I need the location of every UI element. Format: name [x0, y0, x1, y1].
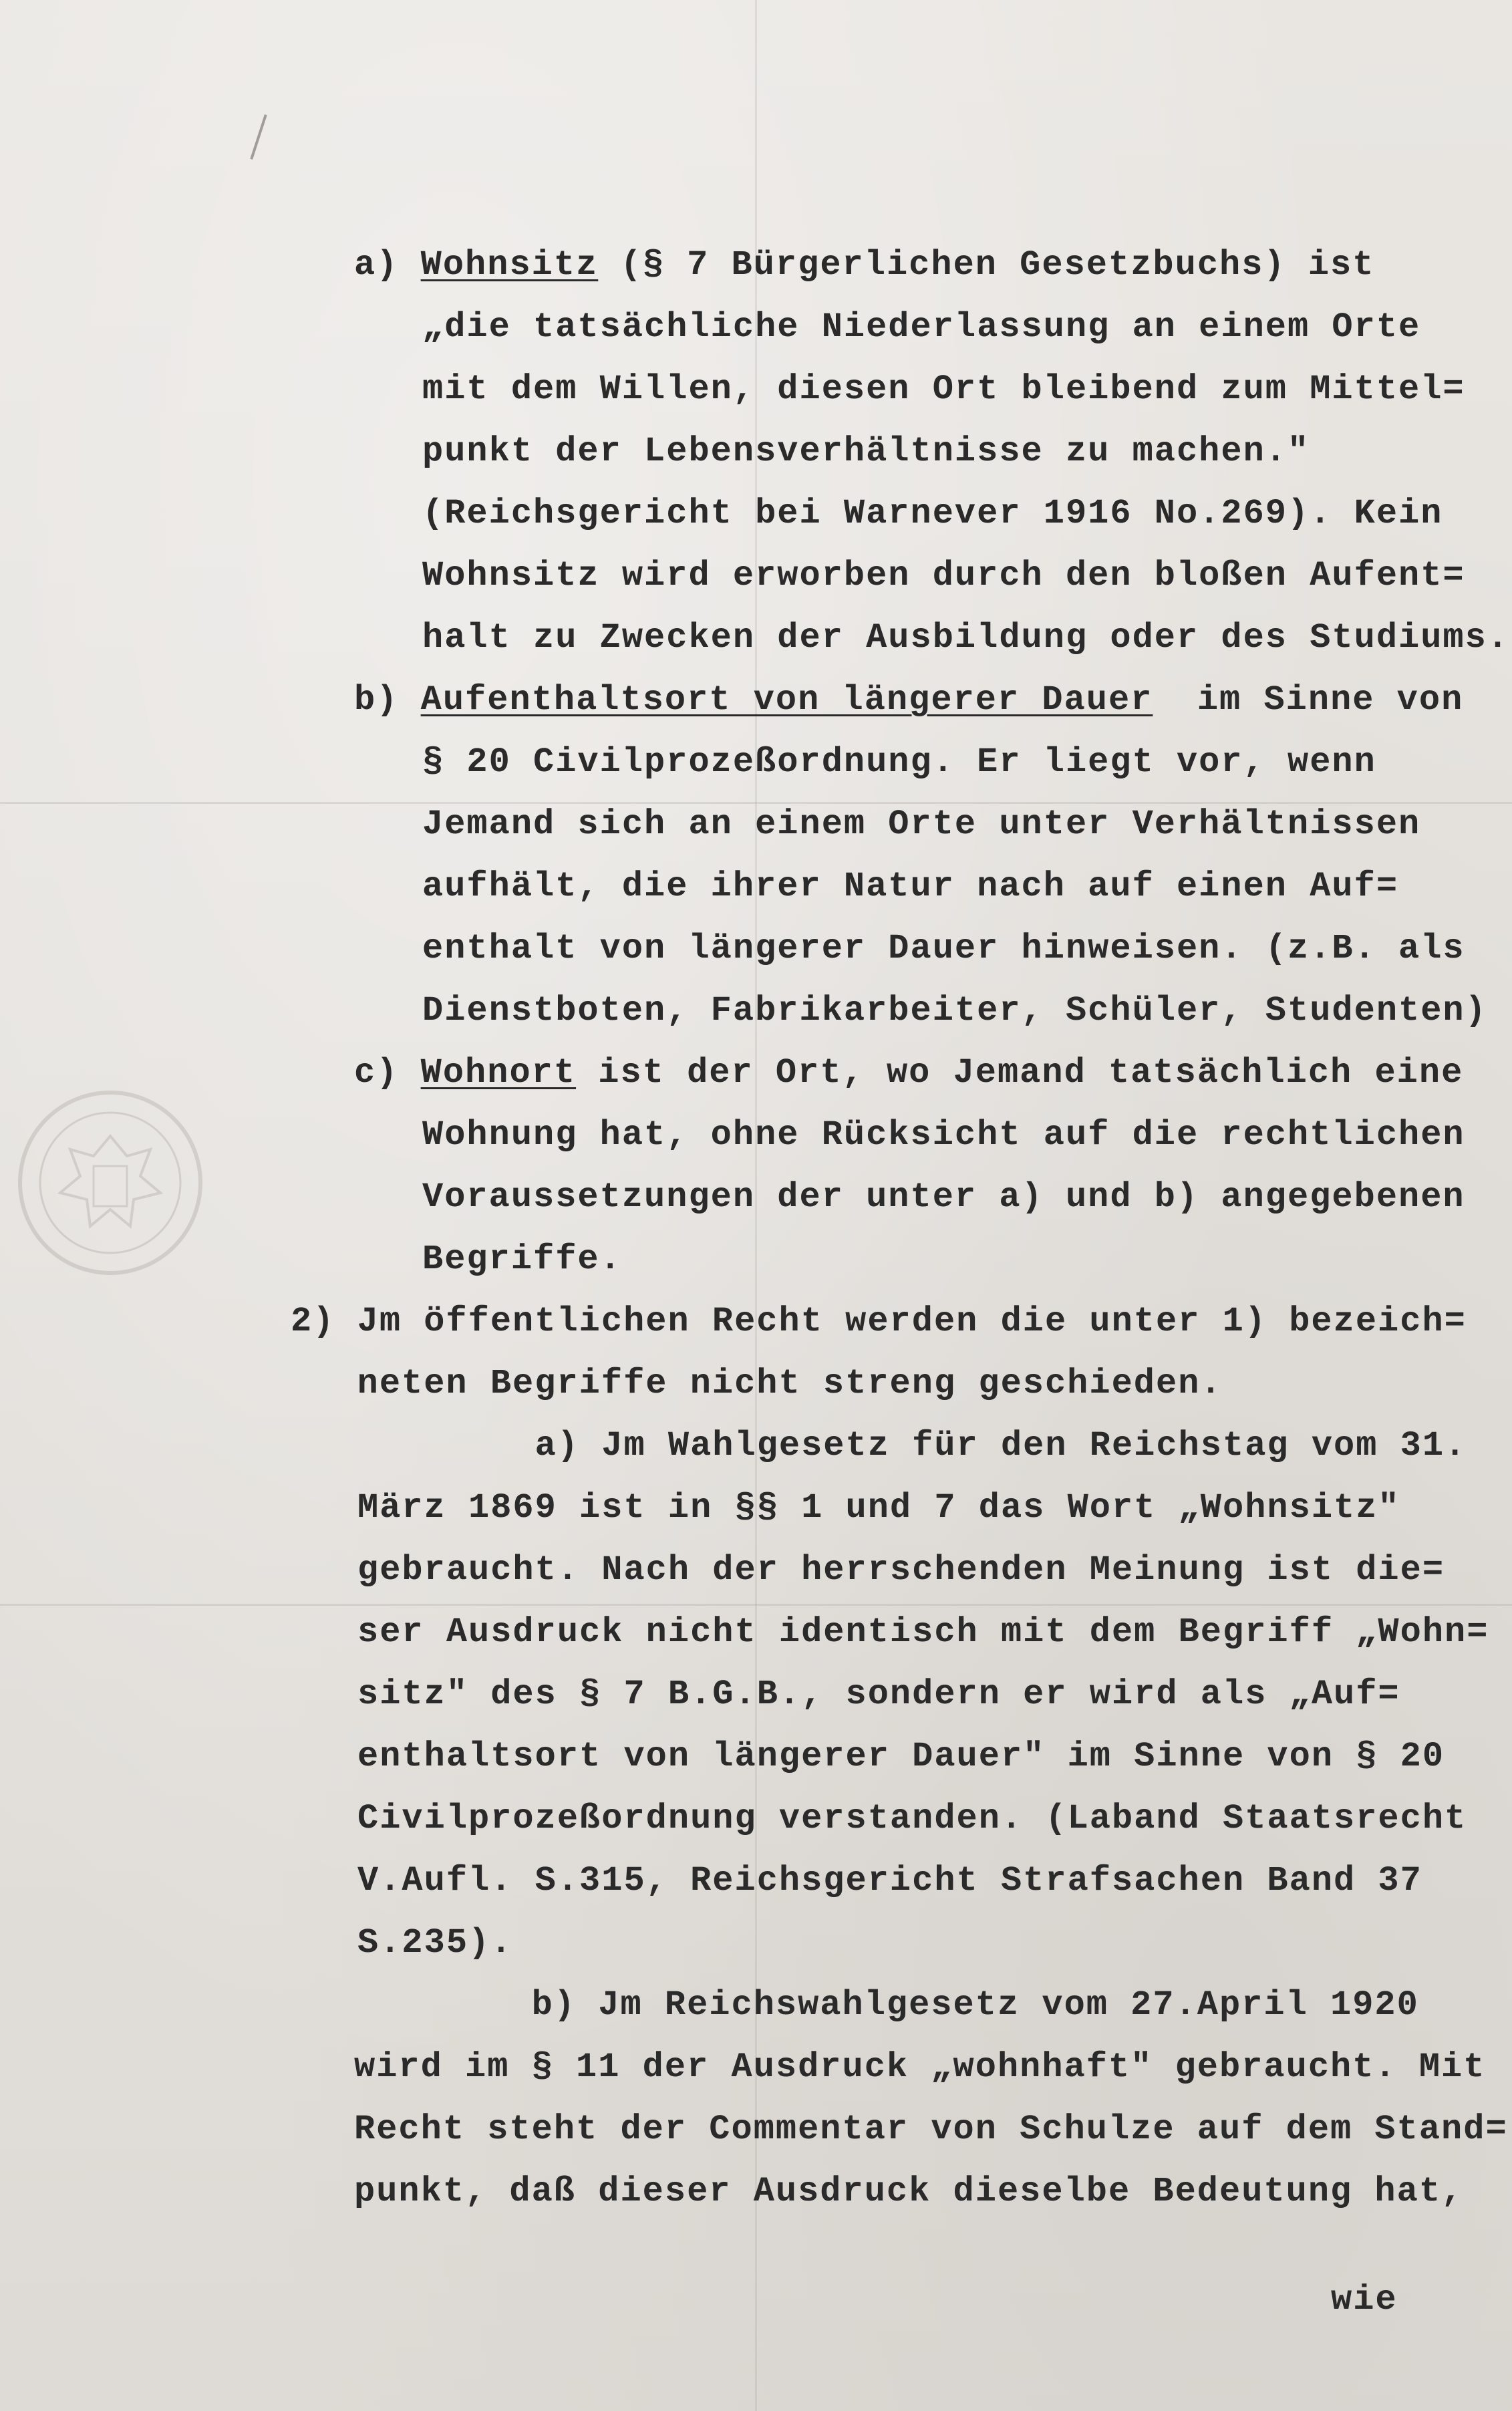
paragraph-c-term: Wohnort [420, 1053, 577, 1093]
text-line: Jemand sich an einem Orte unter Verhältnissen [422, 805, 1421, 844]
text-line: Wohnung hat, ohne Rücksicht auf die rechtlichen [422, 1115, 1465, 1155]
text-line: S.235). [357, 1923, 513, 1963]
text-line: aufhält, die ihrer Natur nach auf einen Auf= [422, 867, 1399, 906]
text-line: wird im § 11 der Ausdruck „wohnhaft" gebraucht. Mit [354, 2047, 1486, 2087]
text-line: b) Jm Reichswahlgesetz vom 27.April 1920 [354, 1985, 1419, 2025]
paragraph-a-term: Wohnsitz [420, 245, 599, 285]
text-line: neten Begriffe nicht streng geschieden. [291, 1364, 1223, 1403]
text-line: halt zu Zwecken der Ausbildung oder des Studiums. [422, 618, 1510, 658]
text-line: 2) Jm öffentlichen Recht werden die unter 1) bezeich= [291, 1302, 1467, 1341]
paragraph-c-rest: ist der Ort, wo Jemand tatsächlich eine [576, 1053, 1464, 1093]
text-line: März 1869 ist in §§ 1 und 7 das Wort „Wohnsitz" [357, 1488, 1400, 1528]
text-line: mit dem Willen, diesen Ort bleibend zum Mittel= [422, 370, 1465, 409]
text-line: punkt, daß dieser Ausdruck dieselbe Bedeutung hat, [354, 2172, 1464, 2211]
text-line: ser Ausdruck nicht identisch mit dem Begriff „Wohn= [357, 1612, 1489, 1652]
text-line: a) Jm Wahlgesetz für den Reichstag vom 31. [357, 1426, 1467, 1465]
text-line: § 20 Civilprozeßordnung. Er liegt vor, wenn [422, 742, 1376, 782]
text-line: sitz" des § 7 B.G.B., sondern er wird als „Auf= [357, 1675, 1400, 1714]
pencil-mark [250, 114, 267, 160]
paragraph-c-marker: c) [354, 1053, 399, 1093]
paragraph-a-marker: a) [354, 245, 399, 285]
text-line: „die tatsächliche Niederlassung an einem Orte [422, 307, 1421, 347]
text-line: Dienstboten, Fabrikarbeiter, Schüler, Studenten) [422, 991, 1487, 1030]
paragraph-b-marker: b) [354, 680, 399, 720]
paragraph-a-first-line [354, 242, 1374, 289]
text-line: Begriffe. [422, 1240, 622, 1279]
catchword: wie [1331, 2280, 1398, 2319]
paragraph-a-rest: (§ 7 Bürgerlichen Gesetzbuchs) ist [598, 245, 1375, 285]
text-line: (Reichsgericht bei Warnever 1916 No.269). Kein [422, 494, 1443, 533]
paragraph-b-first-line [354, 677, 1463, 724]
text-line: Voraussetzungen der unter a) und b) angegebenen [422, 1177, 1465, 1217]
paragraph-b-rest: im Sinne von [1153, 680, 1464, 720]
embossed-seal-icon [10, 1083, 210, 1283]
text-line: gebraucht. Nach der herrschenden Meinung ist die= [357, 1550, 1445, 1590]
text-line: Wohnsitz wird erworben durch den bloßen Aufent= [422, 556, 1465, 595]
text-line: Recht steht der Commentar von Schulze auf dem Stand= [354, 2110, 1508, 2149]
paragraph-c-first-line [354, 1050, 1463, 1097]
text-line: enthaltsort von längerer Dauer" im Sinne von § 20 [357, 1737, 1445, 1776]
text-line: punkt der Lebensverhältnisse zu machen." [422, 432, 1310, 471]
text-line: enthalt von längerer Dauer hinweisen. (z.B. als [422, 929, 1465, 968]
text-line: Civilprozeßordnung verstanden. (Laband Staatsrecht [357, 1799, 1467, 1838]
text-line: V.Aufl. S.315, Reichsgericht Strafsachen Band 37 [357, 1861, 1422, 1900]
paragraph-b-term: Aufenthaltsort von längerer Dauer [420, 680, 1153, 720]
